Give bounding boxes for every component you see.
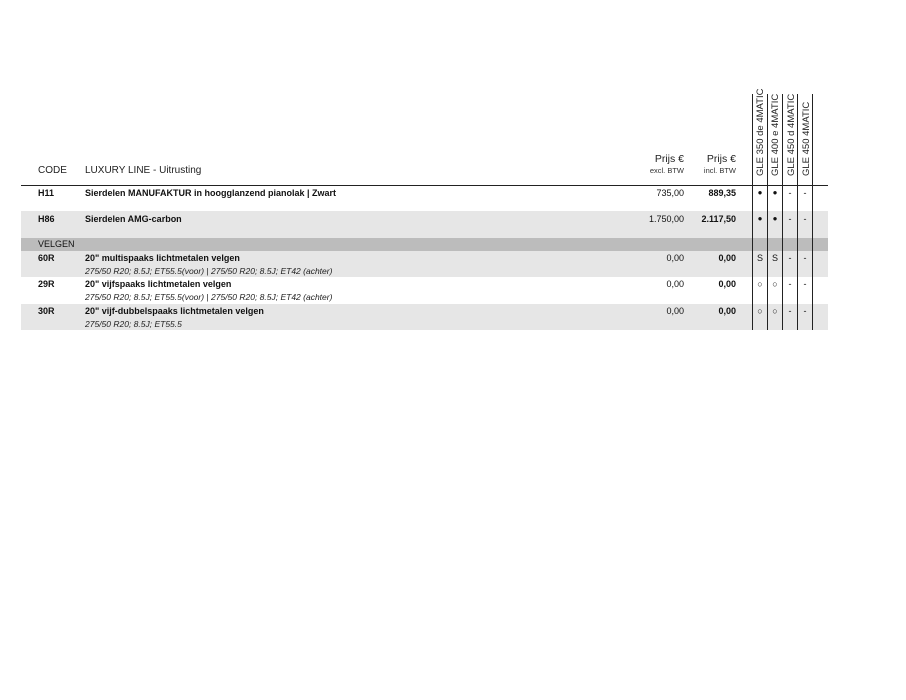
table-row	[21, 211, 828, 238]
availability-mark: S	[756, 253, 763, 263]
table-row	[21, 186, 828, 211]
row-code: 29R	[38, 279, 55, 289]
availability-mark: -	[803, 253, 807, 263]
availability-mark: -	[803, 214, 807, 224]
table-row	[21, 277, 828, 304]
row-subtext: 275/50 R20; 8.5J; ET55.5(voor) | 275/50 R20; 8.5J; ET42 (achter)	[85, 266, 333, 276]
availability-mark: ○	[757, 306, 763, 316]
row-code: H86	[38, 214, 55, 224]
availability-mark: ●	[757, 214, 763, 223]
availability-mark: -	[803, 306, 807, 316]
model-column-divider	[752, 94, 753, 330]
row-code: H11	[38, 188, 55, 198]
price-excl-header: Prijs €	[654, 153, 684, 165]
section-title: VELGEN	[38, 239, 75, 249]
table-row	[21, 251, 828, 277]
code-column-header: CODE	[38, 165, 67, 176]
price-excl-subheader: excl. BTW	[649, 166, 684, 175]
availability-mark: -	[788, 306, 792, 316]
row-description: 20" vijf-dubbelspaaks lichtmetalen velgen	[85, 306, 264, 316]
row-price-excl: 0,00	[666, 306, 684, 316]
row-description: Sierdelen MANUFAKTUR in hoogglanzend pianolak | Zwart	[85, 188, 337, 198]
row-price-incl: 0,00	[718, 306, 736, 316]
availability-mark: ○	[757, 279, 763, 289]
row-price-incl: 889,35	[708, 188, 736, 198]
availability-mark: S	[771, 253, 778, 263]
row-price-excl: 0,00	[666, 253, 684, 263]
availability-mark: -	[788, 253, 792, 263]
section-title-header: LUXURY LINE - Uitrusting	[85, 165, 202, 176]
row-price-excl: 0,00	[666, 279, 684, 289]
model-column-divider	[782, 94, 783, 330]
row-subtext: 275/50 R20; 8.5J; ET55.5(voor) | 275/50 R20; 8.5J; ET42 (achter)	[85, 292, 333, 302]
availability-mark: ●	[772, 214, 778, 223]
availability-mark: ●	[772, 188, 778, 197]
availability-mark: -	[788, 214, 792, 224]
row-code: 30R	[38, 306, 55, 316]
row-price-incl: 0,00	[718, 253, 736, 263]
row-price-excl: 1.750,00	[648, 214, 684, 224]
section-header	[21, 238, 828, 251]
model-header-1: GLE 350 de 4MATIC	[755, 88, 766, 176]
availability-mark: -	[788, 188, 792, 198]
model-column-divider	[812, 94, 813, 330]
availability-mark: ○	[772, 279, 778, 289]
model-column-divider	[767, 94, 768, 330]
availability-mark: ○	[772, 306, 778, 316]
row-description: 20" vijfspaaks lichtmetalen velgen	[85, 279, 232, 289]
row-description: 20" multispaaks lichtmetalen velgen	[85, 253, 240, 263]
row-price-incl: 2.117,50	[701, 214, 736, 224]
availability-mark: -	[788, 279, 792, 289]
row-description: Sierdelen AMG-carbon	[85, 214, 182, 224]
price-incl-subheader: incl. BTW	[703, 166, 736, 175]
model-header-4: GLE 450 4MATIC	[801, 101, 812, 176]
row-subtext: 275/50 R20; 8.5J; ET55.5	[85, 319, 182, 329]
row-price-incl: 0,00	[718, 279, 736, 289]
availability-mark: -	[803, 188, 807, 198]
model-header-2: GLE 400 e 4MATIC	[770, 93, 781, 176]
table-row	[21, 304, 828, 330]
availability-mark: -	[803, 279, 807, 289]
model-column-divider	[797, 94, 798, 330]
price-incl-header: Prijs €	[706, 153, 736, 165]
availability-mark: ●	[757, 188, 763, 197]
model-header-3: GLE 450 d 4MATIC	[786, 93, 797, 176]
row-price-excl: 735,00	[656, 188, 684, 198]
row-code: 60R	[38, 253, 55, 263]
